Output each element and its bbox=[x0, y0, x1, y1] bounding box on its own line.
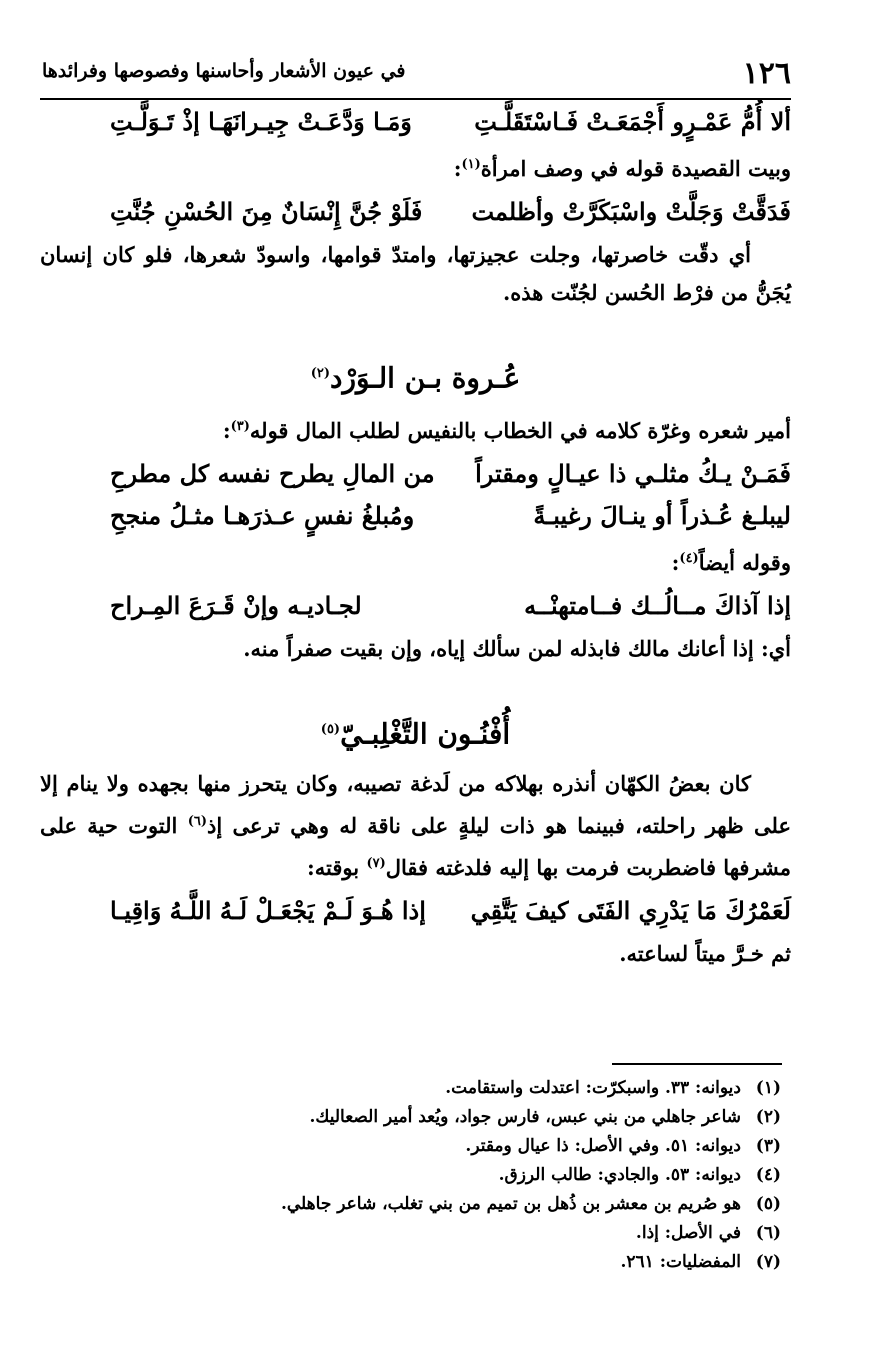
verse-first-hemistich: ليبلـغ عُـذراً أو ينـالَ رغيبـةً bbox=[533, 501, 791, 531]
footnote-ref[interactable]: (١) bbox=[461, 157, 481, 172]
prose-line bbox=[40, 146, 791, 188]
heading-text: عُـروة بـن الـوَرْد bbox=[329, 361, 521, 395]
prose-text: : bbox=[671, 550, 680, 576]
prose-text: : bbox=[222, 418, 231, 444]
footnote-item bbox=[40, 1190, 781, 1219]
prose-line bbox=[40, 408, 791, 450]
verse-first-hemistich: فَدَقَّتْ وَجَلَّتْ واسْبَكَرَّتْ وأظلمت bbox=[471, 197, 791, 226]
footnote-ref[interactable]: (٧) bbox=[366, 855, 386, 871]
verse-line bbox=[40, 102, 791, 142]
verse-second-hemistich: إذا هُـوَ لَـمْ يَجْعَـلْ لَـهُ اللَّـهُ وَاقِيـا bbox=[110, 895, 426, 925]
prose-paragraph bbox=[40, 765, 791, 887]
footnote-divider bbox=[612, 1063, 782, 1065]
page-number: ١٢٦ bbox=[742, 56, 791, 91]
footnote-item bbox=[40, 1074, 781, 1103]
footnote-ref[interactable]: (٦) bbox=[187, 813, 207, 829]
verse-first-hemistich: ألا أُمُّ عَمْـرٍو أَجْمَعَـتْ فَـاسْتَقَلَّـتِ bbox=[474, 107, 791, 136]
verse-line bbox=[40, 496, 791, 536]
heading-text: أُفْنُـون التَّغْلِبـيّ bbox=[340, 717, 511, 751]
footnote-text: في الأصل: إذا. bbox=[635, 1223, 741, 1243]
footnote-item bbox=[40, 1103, 781, 1132]
prose-paragraph: أي: إذا أعانك مالك فابذله لمن سألك إياه، وإن بقيت صفراً منه. bbox=[243, 636, 791, 662]
verse-line bbox=[40, 192, 791, 232]
running-title: في عيون الأشعار وأحاسنها وفصوصها وفرائدها bbox=[42, 60, 406, 82]
footnote-number: (٣) bbox=[755, 1136, 781, 1156]
section-heading bbox=[40, 708, 791, 756]
footnote-number: (١) bbox=[755, 1078, 781, 1098]
verse-first-hemistich: لَعَمْرُكَ مَا يَدْرِي الفَتَى كيفَ يَتَّقِي bbox=[470, 895, 791, 925]
footnote-number: (٦) bbox=[755, 1223, 781, 1243]
verse-second-hemistich: من المالِ يطرح نفسه كل مطرحِ bbox=[110, 459, 435, 489]
footnote-ref[interactable]: (٥) bbox=[320, 722, 341, 738]
footnote-text: ديوانه: ٣٣. واسبكرّت: اعتدلت واستقامت. bbox=[445, 1078, 741, 1098]
footnote-ref[interactable]: (٤) bbox=[679, 551, 699, 567]
footnote-number: (٧) bbox=[755, 1252, 781, 1272]
footnote-text: ديوانه: ٥١. وفي الأصل: ذا عيال ومقتر. bbox=[465, 1136, 741, 1156]
footnote-item bbox=[40, 1219, 781, 1248]
footnote-text: هو صُريم بن معشر بن ذُهل بن تميم من بني تغلب، شاعر جاهلي. bbox=[280, 1194, 741, 1214]
prose-line: ثم خـرَّ ميتاً لساعته. bbox=[619, 940, 791, 966]
verse-second-hemistich: فَلَوْ جُنَّ إِنْسَانٌ مِنَ الحُسْنِ جُنَّتِ bbox=[110, 197, 423, 226]
footnote-number: (٢) bbox=[755, 1107, 781, 1127]
verse-second-hemistich: لجـاديـه وإنْ قَـرَعَ المِـراح bbox=[110, 591, 362, 621]
verse-second-hemistich: ومُبلغُ نفسٍ عـذرَهـا مثـلُ منجحِ bbox=[110, 501, 415, 531]
footnote-item bbox=[40, 1248, 781, 1277]
prose-line bbox=[40, 540, 791, 582]
footnote-number: (٥) bbox=[755, 1194, 781, 1214]
footnote-text: شاعر جاهلي من بني عبس، فارس جواد، ويُعد أمير الصعاليك. bbox=[309, 1107, 741, 1127]
verse-line bbox=[40, 586, 791, 626]
prose-text: : bbox=[453, 156, 462, 181]
footnote-text: المفضليات: ٢٦١. bbox=[620, 1252, 741, 1272]
prose-paragraph: أي دقّت خاصرتها، وجلت عجيزتها، وامتدّ قوامها، واسودّ شعرها، فلو كان إنسان يُجَنُّ من فرْط الحُسن لجُنّت هذه. bbox=[40, 242, 791, 305]
prose-text: أمير شعره وغرّة كلامه في الخطاب بالنفيس لطلب المال قوله bbox=[249, 418, 791, 444]
prose-text: وقوله أيضاً bbox=[698, 550, 791, 576]
verse-line bbox=[40, 454, 791, 494]
footnote-number: (٤) bbox=[755, 1165, 781, 1185]
footnote-ref[interactable]: (٢) bbox=[310, 366, 330, 381]
main-text bbox=[40, 100, 791, 977]
prose-text: وبيت القصيدة قوله في وصف امرأة bbox=[480, 156, 791, 181]
verse-first-hemistich: فَمَـنْ يـكُ مثلـي ذا عيـالٍ ومقتراً bbox=[475, 459, 791, 489]
footnotes bbox=[40, 1074, 781, 1277]
page-header bbox=[40, 50, 791, 100]
footnote-ref[interactable]: (٣) bbox=[230, 419, 250, 435]
verse-first-hemistich: إذا آذاكَ مــالُــك فــامتهنْــه bbox=[524, 591, 791, 621]
prose-text: بوقته: bbox=[307, 854, 367, 880]
section-heading bbox=[40, 352, 791, 400]
prose-text: التوت حية على مشرفها فاضطربت فرمت بها إليه فلدغته فقال bbox=[40, 812, 791, 880]
verse-second-hemistich: وَمَـا وَدَّعَـتْ جِيـرانَهَـا إذْ تَـوَلَّـتِ bbox=[110, 107, 412, 136]
footnote-item bbox=[40, 1161, 781, 1190]
verse-line bbox=[40, 891, 791, 931]
footnote-text: ديوانه: ٥٣. والجادي: طالب الرزق. bbox=[498, 1165, 741, 1185]
footnote-item bbox=[40, 1132, 781, 1161]
prose-text: كان بعضُ الكهّان أنذره بهلاكه من لَدغة تصيبه، وكان يتحرز منها بجهده ولا ينام إلا على ظهر راحلته، فبينما هو ذات ليلةٍ على ناقة له وهي ترعى إذ bbox=[40, 770, 791, 838]
